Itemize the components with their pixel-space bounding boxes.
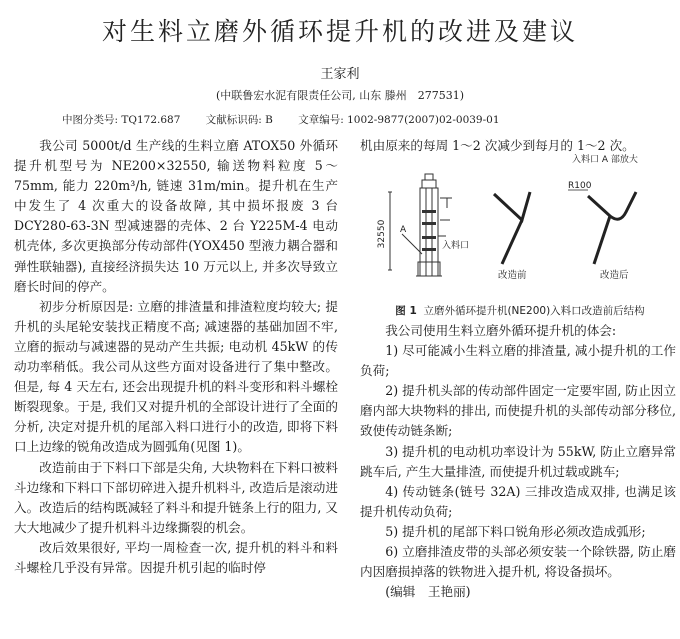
paragraph-continuation: 机由原来的每周 1～2 次减少到每月的 1～2 次。 [360, 138, 635, 153]
author-name: 王家利 [320, 67, 360, 82]
paragraph: 改造前由于下料口下部是尖角, 大块物料在下料口被料斗边缘和下料口下部切碎进入提升机料斗, 改造后是滚动进入。改造后的结构既减轻了料斗和提升链条上行的阻力, 又大大地减少了提升机料斗边缘撕裂的机会。 [14, 459, 338, 535]
article-number: 文章编号: 1002-9877(2007)02-0039-01 [298, 114, 500, 126]
article-meta [62, 112, 662, 127]
label-a: A [400, 225, 407, 235]
inlet-label: 入料口 [442, 241, 470, 251]
list-item: 1) 尽可能减小生料立磨的排渣量, 减小提升机的工作负荷; [360, 343, 676, 379]
paragraph: 我公司 5000t/d 生产线的生料立磨 ATOX50 外循环提升机型号为 NE200×32550, 输送物料粒度 5～75mm, 能力 220m³/h, 链速 31m/min。提升机在生产中发生了 4 次重大的设备故障, 其中损坏报废 3 台 DCY280-63-3N 型减速器的壳体、2 台 Y225M-4 电动机壳体, 多次更换部分传动部件(YOX450 型液力耦合器和弹性联轴器), 直接经济损失达 10 万元以上, 并多次导致立磨长时间的停产。 [14, 138, 338, 294]
list-item: 2) 提升机头部的传动部件固定一定要牢固, 防止因立磨内部大块物料的排出, 而使提升机的头部传动部分移位, 致使传动链条断; [360, 383, 676, 439]
list-item: 3) 提升机的电动机功率设计为 55kW, 防止立磨异常跳车后, 产生大量排渣, 而使提升机过载或跳车; [360, 443, 676, 479]
left-column [14, 136, 338, 578]
elevator-details [422, 210, 436, 251]
editor-credit: (编辑 王艳丽) [385, 584, 471, 600]
zoom-label: 入料口 A 部放大 [572, 155, 638, 165]
paragraph: 我公司使用生料立磨外循环提升机的体会: [385, 323, 617, 338]
paragraph: 改后效果很好, 平均一周检查一次, 提升机的料斗和料斗螺栓几乎没有异常。因提升机引起的临时停 [14, 539, 338, 575]
after-label: 改造后 [600, 270, 629, 281]
right-column-bottom [360, 321, 676, 602]
list-item: 4) 传动链条(链号 32A) 三排改造成双排, 也满足该提升机传动负荷; [360, 483, 676, 519]
inlet-after-shape [588, 192, 636, 264]
figure-1 [362, 152, 674, 298]
figure-number: 图 1 [395, 305, 417, 317]
figure-caption [362, 303, 678, 318]
elevator-drawing [388, 174, 452, 276]
paragraph: 初步分析原因是: 立磨的排渣量和排渣粒度均较大; 提升机的头尾轮安装找正精度不高; 减速器的基础加固不牢, 立磨的振动与减速器的晃动产生共振; 电动机 45kW 的传动功率稍低。我公司从这些方面对设备进行了集中整改。但是, 每 4 天左右, 还会出现提升机的料斗变形和料斗螺栓断裂现象。于是, 我们又对提升机的全部设计进行了全面的分析, 决定对提升机的尾部入料口进行小的改造, 即将下料口上边缘的锐角改造成为圆弧角(见图 1)。 [14, 298, 338, 455]
elevator-diagram [362, 152, 674, 298]
clc-number: 中图分类号: TQ172.687 [62, 114, 181, 126]
figure-caption-text: 立磨外循环提升机(NE200)入料口改造前后结构 [423, 305, 645, 317]
height-dimension: 32550 [377, 219, 387, 249]
before-label: 改造前 [498, 270, 527, 281]
radius-label: R100 [568, 181, 592, 191]
document-code: 文献标识码: B [205, 114, 273, 126]
inlet-before-shape [494, 192, 530, 264]
author-affiliation: (中联鲁宏水泥有限责任公司, 山东 滕州 277531) [215, 89, 465, 102]
list-item: 5) 提升机的尾部下料口锐角形必须改造成弧形; [385, 523, 646, 539]
article-title: 对生料立磨外循环提升机的改进及建议 [101, 17, 578, 46]
list-item: 6) 立磨排渣皮带的头部必须安装一个除铁器, 防止磨内因磨损掉落的铁物进入提升机, 将设备损坏。 [360, 544, 676, 580]
